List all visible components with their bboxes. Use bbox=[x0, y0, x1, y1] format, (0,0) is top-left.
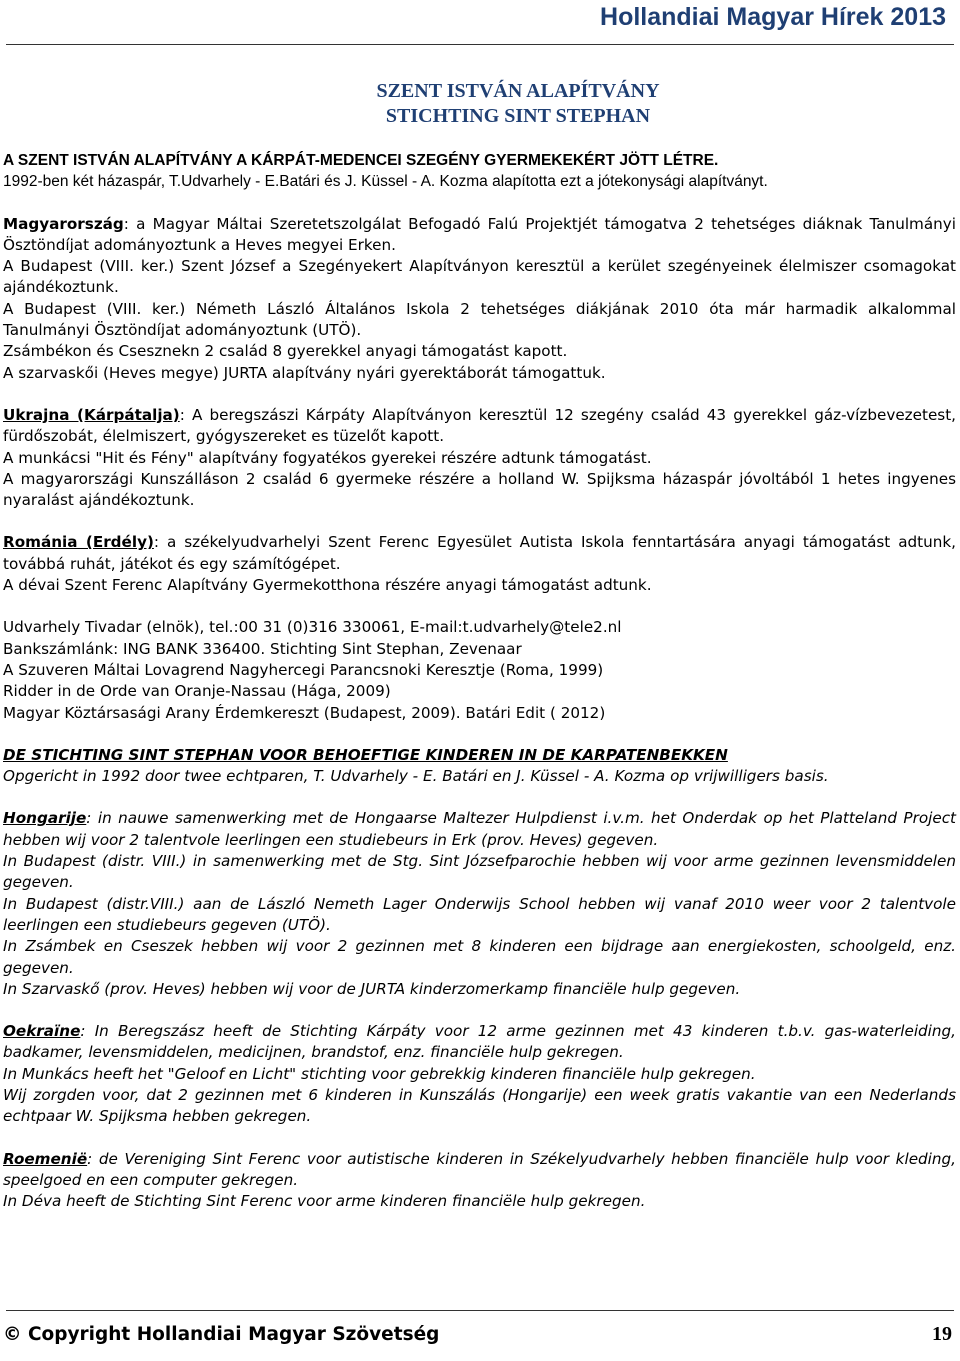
title-line-1: SZENT ISTVÁN ALAPÍTVÁNY bbox=[376, 80, 660, 102]
intro-section bbox=[3, 150, 956, 193]
section-nl-intro bbox=[3, 745, 956, 788]
paragraph: Wij zorgden voor, dat 2 gezinnen met 6 kinderen in Kunszálás (Hongarije) een week gratis vakantie van een Nederlands echtpaar W. Spijksma hebben gekregen. bbox=[3, 1085, 956, 1126]
page-footer bbox=[0, 1310, 960, 1346]
nl-founded: Opgericht in 1992 door twee echtparen, T. Udvarhely - E. Batári en J. Küssel - A. Kozma op vrijwilligers basis. bbox=[3, 767, 829, 786]
paragraph: In Munkács heeft het "Geloof en Licht" stichting voor gebrekkig kinderen financiële hulp gekregen. bbox=[3, 1064, 756, 1083]
paragraph: Zsámbékon és Csesznekn 2 család 8 gyerekkel anyagi támogatást kapott. bbox=[3, 342, 568, 361]
footer-copyright: © Copyright Hollandiai Magyar Szövetség bbox=[3, 1324, 440, 1345]
contact-line: Ridder in de Orde van Oranje-Nassau (Hága, 2009) bbox=[3, 682, 391, 701]
header-rule bbox=[6, 44, 954, 45]
section-roemenie bbox=[3, 1149, 956, 1213]
contact-line: A Szuveren Máltai Lovagrend Nagyhercegi Parancsnoki Keresztje (Roma, 1999) bbox=[3, 660, 604, 679]
paragraph: Oekraïne: In Beregszász heeft de Stichting Kárpáty voor 12 arme gezinnen met 43 kinderen t.b.v. gas-waterleiding, badkamer, levensmiddelen, medicijnen, brandstof, enz. financiële hulp gekregen. bbox=[3, 1022, 956, 1062]
contact-line: Magyar Köztársasági Arany Érdemkereszt (Budapest, 2009). Batári Edit ( 2012) bbox=[3, 703, 606, 722]
section-label: Magyarország bbox=[3, 214, 124, 233]
section-contact bbox=[3, 617, 956, 723]
paragraph: A munkácsi "Hit és Fény" alapítvány fogyatékos gyerekei részére adtunk támogatást. bbox=[3, 448, 652, 467]
document-title bbox=[0, 79, 960, 129]
paragraph: Magyarország: a Magyar Máltai Szeretetszolgálat Befogadó Falú Projektjét támogatva 2 tehetséges diáknak Tanulmányi Ösztöndíjat adományoztunk a Heves megyei Erken. bbox=[3, 214, 956, 254]
paragraph: Roemenië: de Vereniging Sint Ferenc voor autistische kinderen in Székelyudvarhely hebben financiële hulp voor kleding, speelgoed en een computer gekregen. bbox=[3, 1149, 956, 1189]
section-oekraine bbox=[3, 1021, 956, 1127]
paragraph: In Déva heeft de Stichting Sint Ferenc voor arme kinderen financiële hulp gekregen. bbox=[3, 1192, 646, 1211]
paragraph: A szarvaskői (Heves megye) JURTA alapítvány nyári gyerektáborát támogattuk. bbox=[3, 363, 606, 382]
page-header bbox=[0, 0, 960, 45]
section-label: Hongarije bbox=[3, 809, 87, 828]
section-romania bbox=[3, 532, 956, 596]
paragraph: Hongarije: in nauwe samenwerking met de Hongaarse Maltezer Hulpdienst i.v.m. het Onderdak op het Platteland Project hebben wij voor 2 talentvole leerlingen een studiebeurs in Erk (prov. Heves) gegeven. bbox=[3, 809, 956, 849]
paragraph: A Budapest (VIII. ker.) Szent József a Szegényekert Alapítványon keresztül a kerület szegényeinek élelmiszer csomagokat ajándékoztunk. bbox=[3, 257, 956, 297]
paragraph: In Budapest (distr. VIII.) in samenwerking met de Stg. Sint Józsefparochie hebben wij voor arme gezinnen levensmiddelen gegeven. bbox=[3, 852, 956, 892]
section-ukrajna bbox=[3, 405, 956, 511]
paragraph: Románia (Erdély): a székelyudvarhelyi Szent Ferenc Egyesület Autista Iskola fenntartására anyagi támogatást adtunk, továbbá ruhát, játékot és egy számítógépet. bbox=[3, 533, 956, 573]
paragraph: In Budapest (distr.VIII.) aan de László Nemeth Lager Onderwijs School hebben wij vanaf 2010 weer voor 2 talentvole leerlingen een studiebeurs gegeven (UTÖ). bbox=[3, 894, 956, 934]
paragraph: A dévai Szent Ferenc Alapítvány Gyermekotthona részére anyagi támogatást adtunk. bbox=[3, 576, 652, 595]
paragraph: Ukrajna (Kárpátalja): A beregszászi Kárpáty Alapítványon keresztül 12 szegény család 43 gyerekkel gáz-vízbevezetest, fürdőszobát, élelmiszert, gyógyszereket es tüzelőt kapott. bbox=[3, 405, 956, 446]
section-label: Ukrajna (Kárpátalja) bbox=[3, 405, 180, 424]
intro-line: 1992-ben két házaspár, T.Udvarhely - E.Batári és J. Küssel - A. Kozma alapította ezt a jótekonysági alapítványt. bbox=[3, 173, 768, 191]
paragraph: A Budapest (VIII. ker.) Németh László Általános Iskola 2 tehetséges diákjának 2010 óta már harmadik alkalommal Tanulmányi Ösztöndíjat adományoztunk (UTÖ). bbox=[3, 299, 956, 340]
paragraph: In Szarvaskő (prov. Heves) hebben wij voor de JURTA kinderzomerkamp financiële hulp gegeven. bbox=[3, 979, 741, 998]
page-content bbox=[0, 150, 960, 1212]
section-magyarorszag bbox=[3, 214, 956, 384]
section-hongarije bbox=[3, 808, 956, 1000]
page-number: 19 bbox=[932, 1323, 952, 1345]
paragraph: In Zsámbek en Cseszek hebben wij voor 2 gezinnen met 8 kinderen een bijdrage aan energiekosten, schoolgeld, enz. gegeven. bbox=[3, 937, 956, 977]
paragraph: A magyarországi Kunszálláson 2 család 6 gyermeke részére a holland W. Spijksma házaspár jóvoltából 1 hetes ingyenes nyaralást ajándékoztunk. bbox=[3, 469, 956, 510]
nl-heading: DE STICHTING SINT STEPHAN VOOR BEHOEFTIGE KINDEREN IN DE KARPATENBEKKEN bbox=[3, 745, 728, 764]
intro-heading: A SZENT ISTVÁN ALAPÍTVÁNY A KÁRPÁT-MEDENCEI SZEGÉNY GYERMEKEKÉRT JÖTT LÉTRE. bbox=[3, 152, 719, 169]
section-label: Roemenië bbox=[3, 1149, 88, 1168]
section-label: Románia (Erdély) bbox=[3, 533, 154, 552]
contact-line: Udvarhely Tivadar (elnök), tel.:00 31 (0)316 330061, E-mail:t.udvarhely@tele2.nl bbox=[3, 618, 622, 637]
header-title: Hollandiai Magyar Hírek 2013 bbox=[600, 3, 946, 31]
title-line-2: STICHTING SINT STEPHAN bbox=[385, 105, 651, 127]
section-label: Oekraïne bbox=[3, 1022, 81, 1041]
contact-line: Bankszámlánk: ING BANK 336400. Stichting Sint Stephan, Zevenaar bbox=[3, 639, 522, 658]
